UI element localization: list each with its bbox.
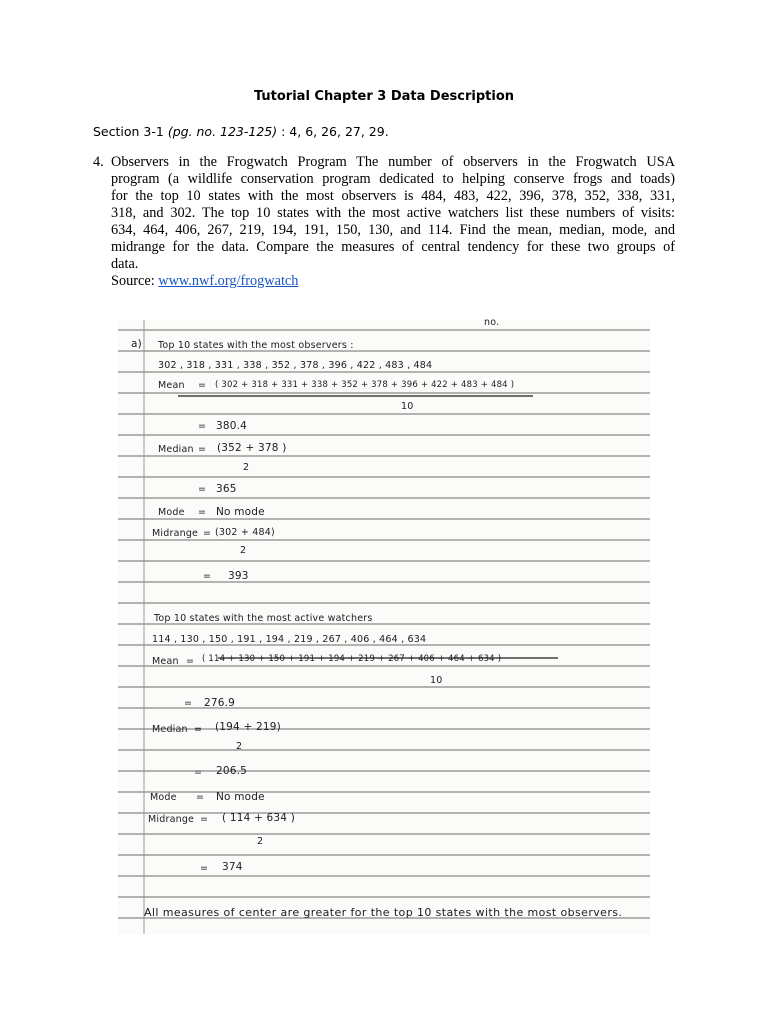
section-exercises: : 4, 6, 26, 27, 29. (277, 124, 389, 139)
source-line (111, 273, 675, 290)
ruled-lines (118, 330, 650, 918)
page-number-mark: no. (484, 317, 500, 328)
conclusion-text: All measures of center are greater for the top 10 states with the most observers. (144, 906, 623, 919)
watchers-midrange-eq: = (200, 814, 209, 825)
problem-text (111, 154, 675, 290)
watchers-midrange-denominator: 2 (257, 836, 264, 847)
watchers-heading: Top 10 states with the most active watchers (154, 613, 373, 624)
watchers-data: 114 , 130 , 150 , 191 , 194 , 219 , 267 , 406 , 464 , 634 (152, 634, 427, 645)
ruled-paper (118, 320, 650, 934)
observers-median-numerator: (352 + 378 ) (217, 442, 287, 454)
problem-line: midrange for the data. Compare the measures of central tendency for these two groups of (111, 239, 675, 255)
observers-median-eq2: = (198, 484, 207, 495)
problem-number: 4. (93, 154, 104, 170)
problem-line: 634, 464, 406, 267, 219, 194, 191, 150, 130, and 114. Find the mean, median, mode, and (111, 222, 675, 238)
observers-median-result: 365 (216, 483, 237, 495)
document-title: Tutorial Chapter 3 Data Description (253, 89, 515, 104)
observers-mean-result: 380.4 (216, 420, 248, 432)
observers-midrange-result: 393 (228, 570, 249, 582)
observers-mean-eq2: = (198, 421, 207, 432)
observers-midrange-denominator: 2 (240, 545, 247, 556)
observers-midrange-label: Midrange (152, 528, 199, 539)
part-label: a) (131, 338, 142, 350)
watchers-midrange-result: 374 (222, 861, 243, 873)
section-prefix: Section 3-1 (93, 124, 168, 139)
handwritten-solution-image (118, 317, 650, 934)
watchers-mode-eq: = (196, 792, 205, 803)
observers-midrange-eq: = (203, 528, 212, 539)
watchers-midrange-numerator: ( 114 + 634 ) (222, 812, 296, 824)
observers-midrange-numerator: (302 + 484) (215, 527, 275, 538)
section-reference (93, 124, 389, 139)
problem-line: data. (111, 256, 139, 272)
problem-line: 318, and 302. The top 10 states with the most active watchers list these numbers of visits: (111, 205, 675, 221)
observers-mean-eq: = (198, 380, 207, 391)
observers-median-label: Median (158, 444, 194, 455)
watchers-mean-eq: = (186, 656, 195, 667)
watchers-mean-label: Mean (152, 656, 179, 667)
watchers-mode-label: Mode (150, 792, 177, 803)
watchers-mean-result: 276.9 (204, 697, 236, 709)
watchers-median-label: Median (152, 724, 188, 735)
watchers-mean-numerator: ( 114 + 130 + 150 + 191 + 194 + 219 + 267 + 406 + 464 + 634 ) (202, 654, 502, 664)
watchers-mean-denominator: 10 (430, 675, 443, 686)
source-label: Source: (111, 273, 159, 289)
observers-mean-numerator: ( 302 + 318 + 331 + 338 + 352 + 378 + 396 + 422 + 483 + 484 ) (215, 380, 515, 390)
problem-line: Observers in the Frogwatch Program The number of observers in the Frogwatch USA (111, 154, 675, 170)
watchers-median-denominator: 2 (236, 741, 243, 752)
observers-mode-label: Mode (158, 507, 185, 518)
observers-median-eq: = (198, 444, 207, 455)
section-pages: (pg. no. 123-125) (167, 124, 278, 139)
watchers-median-eq2: = (194, 767, 203, 778)
observers-mode-value: No mode (216, 506, 265, 518)
observers-mode-eq: = (198, 507, 207, 518)
watchers-median-numerator: (194 + 219) (215, 721, 281, 733)
source-link[interactable]: www.nwf.org/frogwatch (158, 273, 299, 289)
observers-data: 302 , 318 , 331 , 338 , 352 , 378 , 396 , 422 , 483 , 484 (158, 360, 433, 371)
observers-median-denominator: 2 (243, 462, 250, 473)
watchers-median-eq: = (194, 724, 203, 735)
watchers-median-result: 206.5 (216, 765, 248, 777)
problem-line: for the top 10 states with the most observers is 484, 483, 422, 396, 378, 352, 338, 331, (111, 188, 675, 204)
watchers-mean-eq2: = (184, 698, 193, 709)
problem-statement (93, 154, 675, 290)
observers-mean-label: Mean (158, 380, 185, 391)
watchers-midrange-label: Midrange (148, 814, 195, 825)
observers-midrange-eq2: = (203, 571, 212, 582)
watchers-mode-value: No mode (216, 791, 265, 803)
observers-heading: Top 10 states with the most observers : (158, 340, 354, 351)
watchers-midrange-eq2: = (200, 863, 209, 874)
observers-mean-denominator: 10 (401, 401, 414, 412)
problem-line: program (a wildlife conservation program dedicated to helping conserve frogs and toads) (111, 171, 675, 187)
